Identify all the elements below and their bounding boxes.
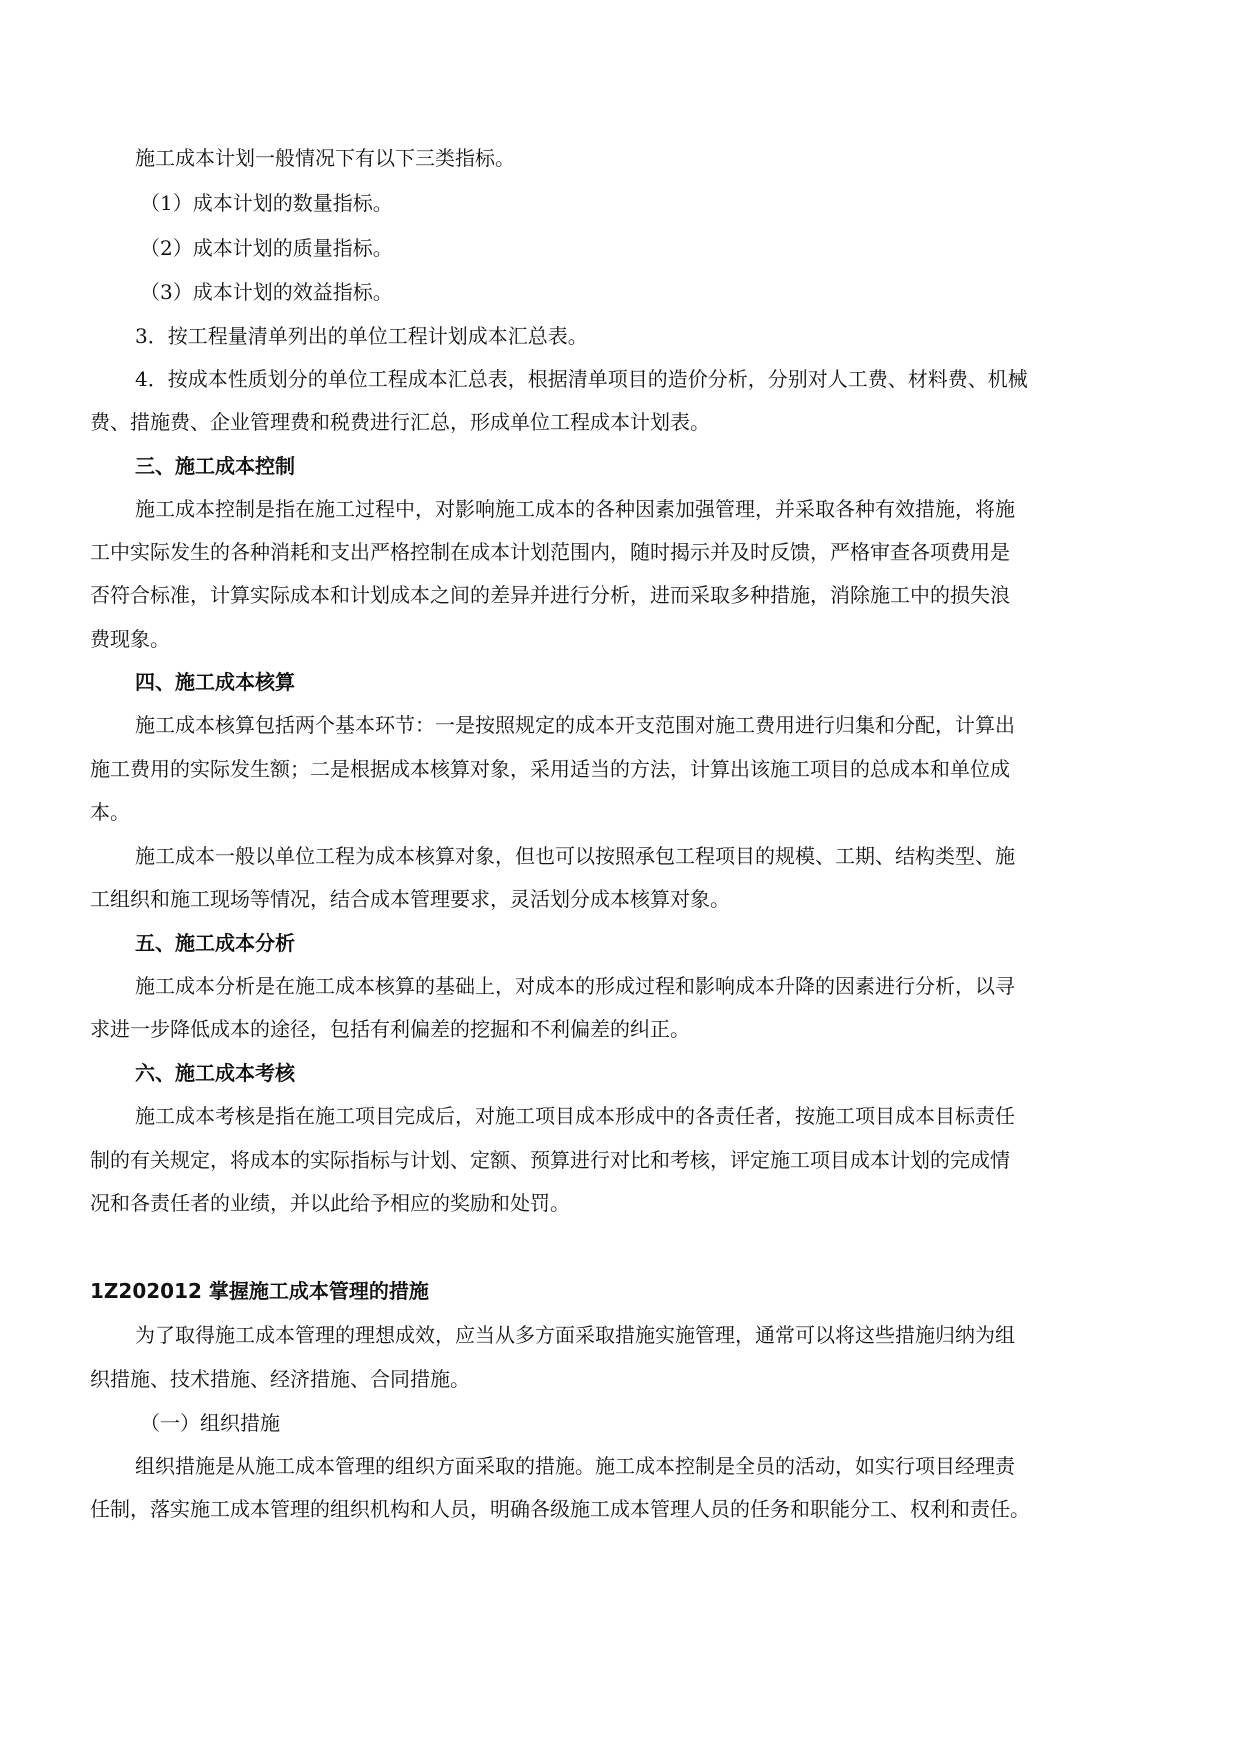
section-heading-cost-accounting: 四、施工成本核算 <box>135 670 295 694</box>
section-heading-cost-analysis: 五、施工成本分析 <box>135 931 295 955</box>
section-heading-cost-control: 三、施工成本控制 <box>135 454 295 478</box>
paragraph-organizational-measures-cont: 任制，落实施工成本管理的组织机构和人员，明确各级施工成本管理人员的任务和职能分工、权利和责任。 <box>90 1497 1030 1521</box>
subheading-organizational-measures: （一）组织措施 <box>140 1411 280 1435</box>
list-item-quantity-indicator: （1）成本计划的数量指标。 <box>140 191 393 215</box>
paragraph-cost-analysis: 施工成本分析是在施工成本核算的基础上，对成本的形成过程和影响成本升降的因素进行分析，以寻 <box>135 974 1015 998</box>
paragraph-cost-accounting-cont-2: 本。 <box>90 800 130 824</box>
paragraph-organizational-measures: 组织措施是从施工成本管理的组织方面采取的措施。施工成本控制是全员的活动，如实行项目经理责 <box>135 1454 1015 1478</box>
paragraph-accounting-object-cont: 工组织和施工现场等情况，结合成本管理要求，灵活划分成本核算对象。 <box>90 887 730 911</box>
paragraph-accounting-object: 施工成本一般以单位工程为成本核算对象，但也可以按照承包工程项目的规模、工期、结构类型、施 <box>135 844 1015 868</box>
paragraph-cost-control-cont-3: 费现象。 <box>90 627 170 651</box>
chapter-heading-1z202012: 1Z202012 掌握施工成本管理的措施 <box>90 1279 429 1303</box>
list-item-bill-summary: 3．按工程量清单列出的单位工程计划成本汇总表。 <box>135 324 588 348</box>
paragraph-cost-assessment: 施工成本考核是指在施工项目完成后，对施工项目成本形成中的各责任者，按施工项目成本目标责任 <box>135 1104 1015 1128</box>
paragraph-cost-assessment-cont-2: 况和各责任者的业绩，并以此给予相应的奖励和处罚。 <box>90 1191 570 1215</box>
paragraph-cost-accounting: 施工成本核算包括两个基本环节：一是按照规定的成本开支范围对施工费用进行归集和分配，计算出 <box>135 713 1015 737</box>
paragraph-cost-nature-summary: 4．按成本性质划分的单位工程成本汇总表，根据清单项目的造价分析，分别对人工费、材料费、机械 <box>135 367 1028 391</box>
list-item-benefit-indicator: （3）成本计划的效益指标。 <box>140 280 393 304</box>
paragraph-cost-control-cont-1: 工中实际发生的各种消耗和支出严格控制在成本计划范围内，随时揭示并及时反馈，严格审查各项费用是 <box>90 540 1010 564</box>
paragraph-cost-control: 施工成本控制是指在施工过程中，对影响施工成本的各种因素加强管理，并采取各种有效措施，将施 <box>135 497 1015 521</box>
paragraph-cost-assessment-cont-1: 制的有关规定，将成本的实际指标与计划、定额、预算进行对比和考核，评定施工项目成本计划的完成情 <box>90 1148 1010 1172</box>
paragraph-cost-nature-summary-cont: 费、措施费、企业管理费和税费进行汇总，形成单位工程成本计划表。 <box>90 410 710 434</box>
section-heading-cost-assessment: 六、施工成本考核 <box>135 1061 295 1085</box>
paragraph-cost-accounting-cont-1: 施工费用的实际发生额；二是根据成本核算对象，采用适当的方法，计算出该施工项目的总成本和单位成 <box>90 757 1010 781</box>
paragraph-cost-control-cont-2: 否符合标准，计算实际成本和计划成本之间的差异并进行分析，进而采取多种措施，消除施工中的损失浪 <box>90 583 1010 607</box>
paragraph-cost-plan-indicators: 施工成本计划一般情况下有以下三类指标。 <box>135 146 515 170</box>
paragraph-measures-intro: 为了取得施工成本管理的理想成效，应当从多方面采取措施实施管理，通常可以将这些措施归纳为组 <box>135 1323 1015 1347</box>
paragraph-cost-analysis-cont: 求进一步降低成本的途径，包括有利偏差的挖掘和不利偏差的纠正。 <box>90 1017 690 1041</box>
list-item-quality-indicator: （2）成本计划的质量指标。 <box>140 236 393 260</box>
paragraph-measures-intro-cont: 织措施、技术措施、经济措施、合同措施。 <box>90 1367 470 1391</box>
